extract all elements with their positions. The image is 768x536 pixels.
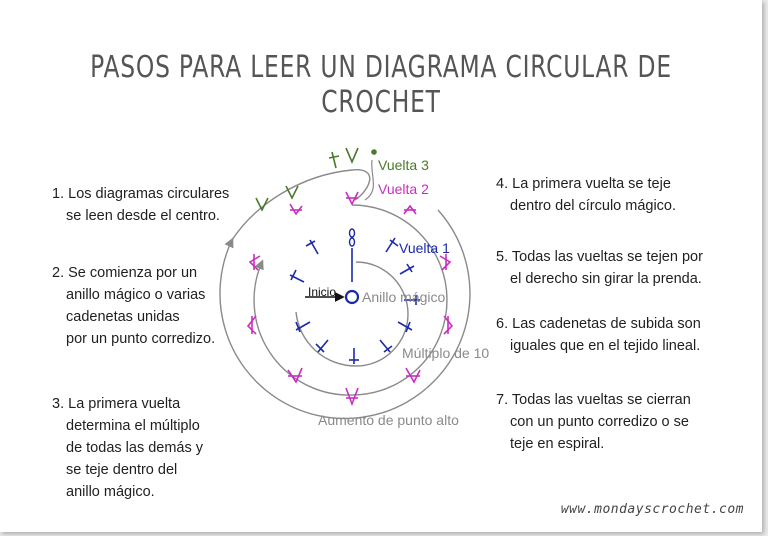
label-aumento: Aumento de punto alto bbox=[318, 412, 459, 428]
step-6-line-2: iguales que en el tejido lineal. bbox=[510, 338, 701, 354]
step-7-line-1: Todas las vueltas se cierran bbox=[511, 392, 691, 408]
dc-stitch-icon bbox=[400, 264, 414, 274]
dc-stitch-icon bbox=[329, 152, 339, 168]
label-anillo-magico: Anillo mágico bbox=[362, 289, 446, 305]
dc-stitch-icon bbox=[386, 238, 398, 252]
dc-stitch-icon bbox=[290, 270, 304, 282]
step-7-number: 7. bbox=[496, 392, 509, 408]
increase-stitch-icon bbox=[346, 388, 358, 404]
step-7-line-2: con un punto corredizo o se bbox=[510, 414, 689, 430]
round-3-stitches bbox=[256, 148, 376, 210]
website-footer: www.mondayscrochet.com bbox=[560, 502, 744, 517]
label-multiplo: Múltiplo de 10 bbox=[402, 345, 490, 361]
increase-stitch-icon bbox=[406, 368, 420, 382]
label-vuelta-2: Vuelta 2 bbox=[378, 181, 429, 197]
step-7-line-3: teje en espiral. bbox=[510, 436, 605, 452]
label-vuelta-1: Vuelta 1 bbox=[399, 240, 450, 256]
increase-stitch-icon bbox=[404, 206, 416, 214]
step-5-line-2: el derecho sin girar la prenda. bbox=[510, 271, 702, 287]
dc-stitch-icon bbox=[346, 148, 358, 162]
step-3-number: 3. bbox=[52, 396, 65, 412]
step-1-line-2: se leen desde el centro. bbox=[66, 208, 220, 224]
dc-stitch-icon bbox=[349, 348, 359, 364]
step-1-line-1: Los diagramas circulares bbox=[68, 186, 230, 202]
increase-stitch-icon bbox=[248, 316, 256, 334]
step-5-number: 5. bbox=[496, 249, 509, 265]
step-2-line-3: cadenetas unidas bbox=[66, 309, 180, 325]
increase-stitch-icon bbox=[290, 204, 302, 214]
step-3-line-4: se teje dentro del bbox=[66, 462, 178, 478]
step-2-number: 2. bbox=[52, 265, 65, 281]
label-vuelta-3: Vuelta 3 bbox=[378, 157, 429, 173]
step-2-line-4: por un punto corredizo. bbox=[66, 331, 216, 347]
dc-stitch-icon bbox=[306, 240, 318, 254]
slip-stitch-icon bbox=[372, 150, 376, 154]
step-3-line-5: anillo mágico. bbox=[66, 484, 155, 500]
step-5-line-1: Todas las vueltas se tejen por bbox=[511, 249, 703, 265]
label-inicio: Inicio bbox=[308, 285, 337, 299]
step-4-line-2: dentro del círculo mágico. bbox=[510, 198, 677, 214]
step-3-line-1: La primera vuelta bbox=[68, 396, 181, 412]
page-title: PASOS PARA LEER UN DIAGRAMA CIRCULAR DE CROCHET bbox=[90, 50, 672, 120]
step-4-number: 4. bbox=[496, 176, 509, 192]
chain-stitch-icon bbox=[350, 229, 355, 237]
step-1-number: 1. bbox=[52, 186, 65, 202]
step-4-line-1: La primera vuelta se teje bbox=[512, 176, 671, 192]
chain-stitch-icon bbox=[350, 238, 355, 246]
step-3-line-2: determina el múltiplo bbox=[66, 418, 200, 434]
step-2-line-2: anillo mágico o varias bbox=[66, 287, 206, 303]
dc-stitch-icon bbox=[380, 340, 392, 352]
step-6-number: 6. bbox=[496, 316, 509, 332]
increase-stitch-icon bbox=[346, 192, 358, 204]
round-3-chain bbox=[232, 170, 370, 240]
increase-stitch-icon bbox=[250, 254, 260, 270]
step-6-line-1: Las cadenetas de subida son bbox=[512, 316, 701, 332]
increase-stitch-icon bbox=[444, 316, 452, 334]
step-3-line-3: de todas las demás y bbox=[66, 440, 204, 456]
step-2-line-1: Se comienza por un bbox=[68, 265, 198, 281]
dc-stitch-icon bbox=[316, 340, 328, 352]
magic-ring-icon bbox=[346, 291, 358, 303]
